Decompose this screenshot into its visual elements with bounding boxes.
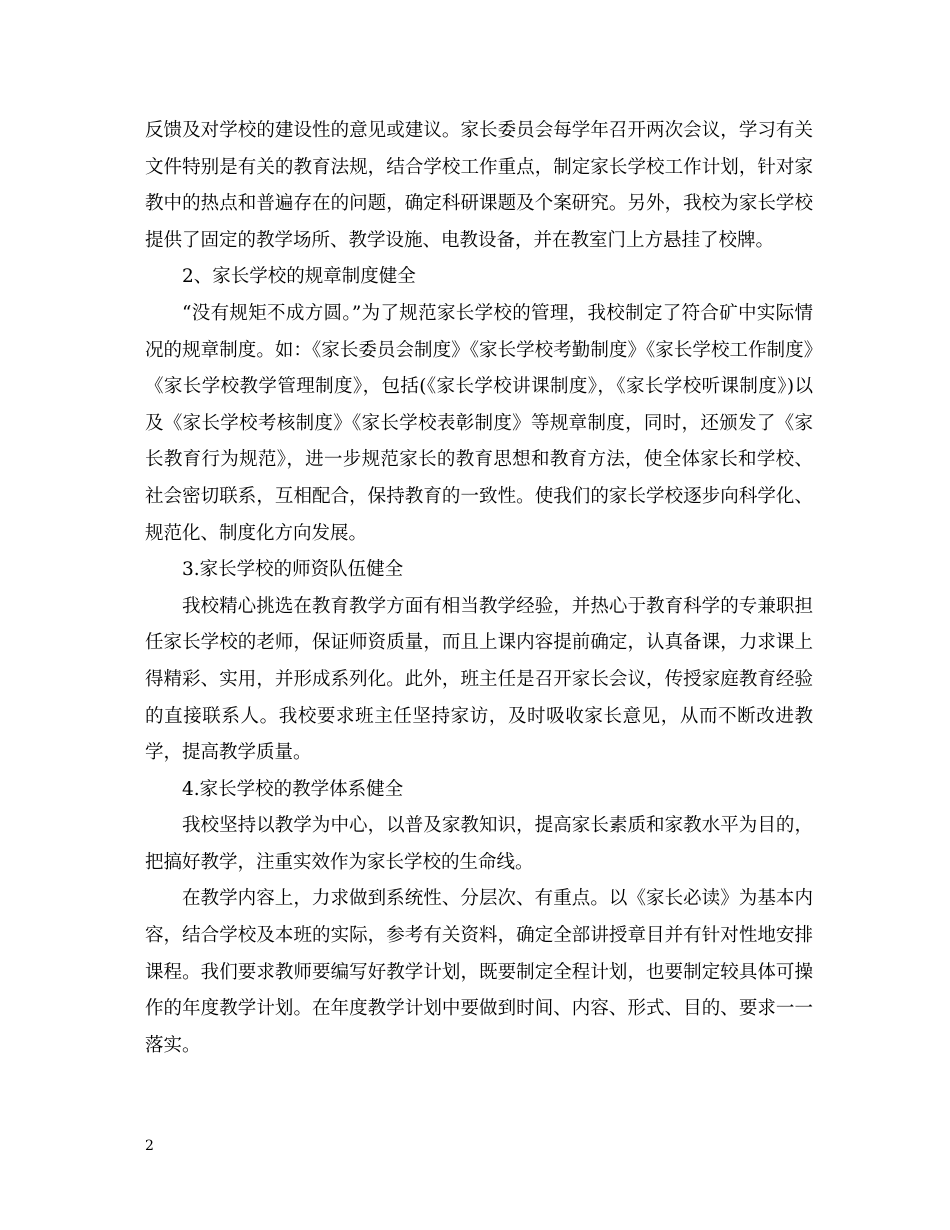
paragraph-teachers: 我校精心挑选在教育教学方面有相当教学经验，并热心于教育科学的专兼职担任家长学校的老师，保证师资质量，而且上课内容提前确定，认真备课，力求课上得精彩、实用，并形成系列化。此外，班主任是召开家长会议，传授家庭教育经验的直接联系人。我校要求班主任坚持家访，及时吸收家长意见，从而不断改进教学，提高教学质量。 (145, 595, 813, 764)
paragraph-regulations: “没有规矩不成方圆。”为了规范家长学校的管理，我校制定了符合矿中实际情况的规章制度。如：《家长委员会制度》《家长学校考勤制度》《家长学校工作制度》《家长学校教学管理制度》，包括(《家长学校讲课制度》，《家长学校听课制度》)以及《家长学校考核制度》《家长学校表彰制度》等规章制度，同时，还颁发了《家长教育行为规范》，进一步规范家长的教育思想和教育方法，使全体家长和学校、社会密切联系，互相配合，保持教育的一致性。使我们的家长学校逐步向科学化、规范化、制度化方向发展。 (145, 302, 813, 544)
paragraph-teaching-system: 我校坚持以教学为中心，以普及家教知识，提高家长素质和家教水平为目的，把搞好教学，注重实效作为家长学校的生命线。 (145, 815, 813, 873)
heading-teaching-system: 4.家长学校的教学体系健全 (182, 778, 404, 800)
page-number: 2 (145, 1138, 154, 1154)
heading-teachers: 3.家长学校的师资队伍健全 (182, 559, 404, 581)
paragraph-1: 反馈及对学校的建设性的意见或建议。家长委员会每学年召开两次会议，学习有关文件特别是有关的教育法规，结合学校工作重点，制定家长学校工作计划，针对家教中的热点和普遍存在的问题，确定科研课题及个案研究。另外，我校为家长学校提供了固定的教学场所、教学设施、电教设备，并在教室门上方悬挂了校牌。 (145, 120, 813, 251)
heading-regulations: 2、家长学校的规章制度健全 (182, 266, 416, 288)
paragraph-teaching-content: 在教学内容上，力求做到系统性、分层次、有重点。以《家长必读》为基本内容，结合学校及本班的实际，参考有关资料，确定全部讲授章目并有针对性地安排课程。我们要求教师要编写好教学计划，既要制定全程计划，也要制定较具体可操作的年度教学计划。在年度教学计划中要做到时间、内容、形式、目的、要求一一落实。 (145, 888, 813, 1056)
document-body (145, 113, 813, 1064)
